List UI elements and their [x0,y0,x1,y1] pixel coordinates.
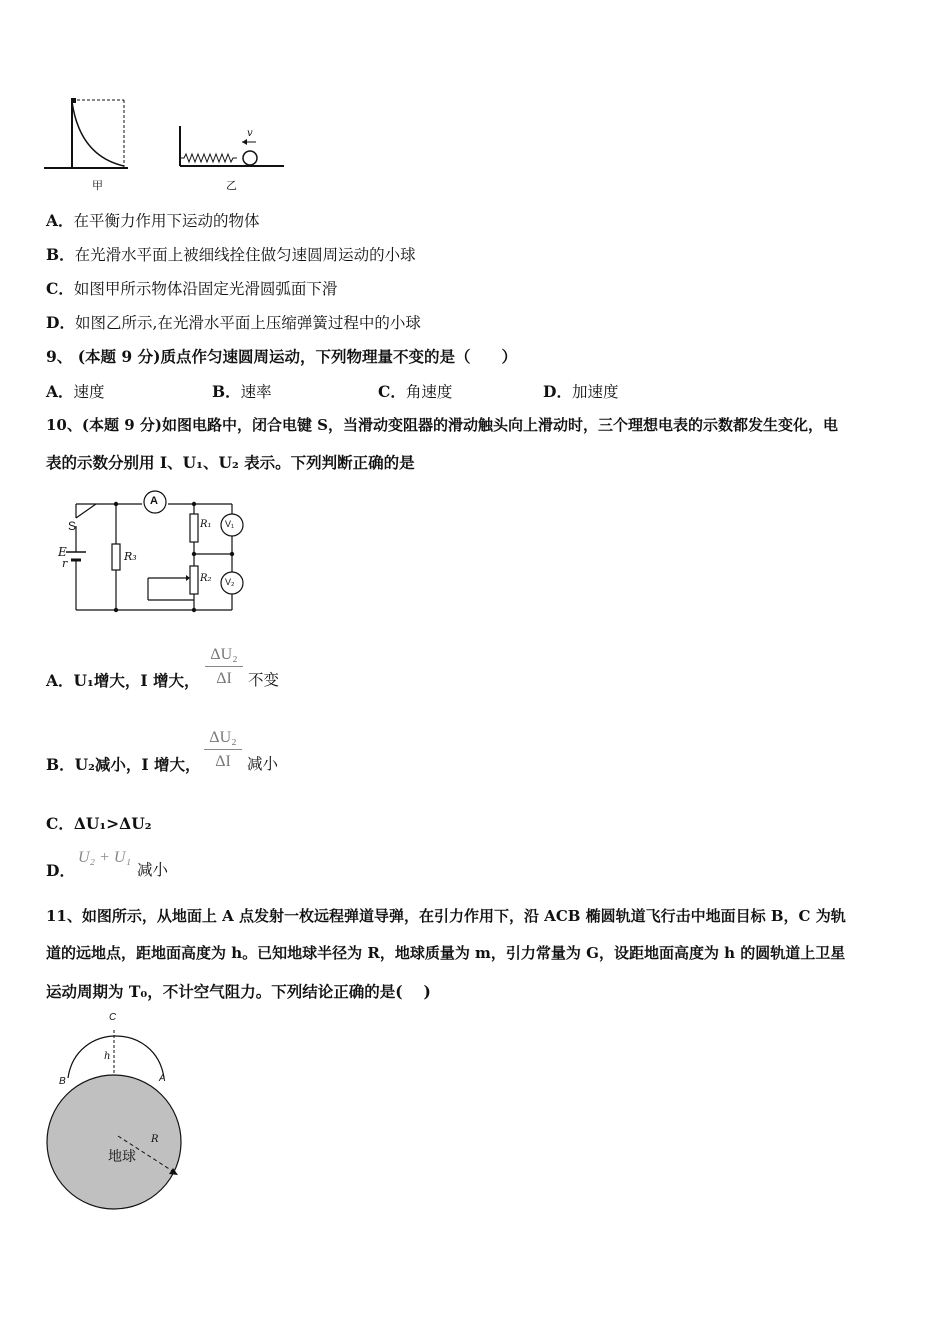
point-a-label: A [159,1073,166,1084]
point-c-label: C [109,1012,117,1023]
q11-line3: 运动周期为 T₀，不计空气阻力。下列结论正确的是( ) [46,982,431,1001]
point-b-label: B [59,1076,66,1087]
switch-label: S [68,519,77,533]
q10-option-d-tail: 减小 [137,861,169,879]
q8-option-a: A．在平衡力作用下运动的物体 [46,211,260,230]
r3-label: R₃ [124,550,137,563]
q10-option-c: C．ΔU₁>ΔU₂ [46,814,152,833]
q9-option-c: C．角速度 [378,382,453,401]
q10-option-b: B．U₂减小，I 增大， [46,755,201,774]
q9-option-d: D．加速度 [543,382,619,401]
v1-label: V₁ [225,519,235,529]
q9-option-a: A．速度 [46,382,105,401]
ammeter-label: A [150,495,158,507]
q10-option-d-expression: U₂ + U₁ [78,849,132,866]
emf-label: E [58,545,67,559]
r1-label: R₁ [200,519,212,530]
circuit-diagram [52,490,252,614]
q9-stem: 9、 (本题 9 分)质点作匀速圆周运动，下列物理量不变的是（ ） [46,347,517,366]
q8-option-b: B．在光滑水平面上被细线拴住做匀速圆周运动的小球 [46,245,416,264]
q10-option-a-fraction: ΔU₂ ΔI [205,646,243,688]
figure-jia-label: 甲 [92,179,103,192]
figure-yi-label: 乙 [226,179,237,192]
q11-line1: 11、如图所示，从地面上 A 点发射一枚远程弹道导弹，在引力作用下，沿 ACB 椭圆轨道飞行击中地面目标 B，C 为轨 [46,907,846,925]
q10-option-b-fraction: ΔU₂ ΔI [204,729,242,771]
q10-stem-line2: 表的示数分别用 I、U₁、U₂ 表示。下列判断正确的是 [46,453,415,472]
q8-option-d: D．如图乙所示,在光滑水平面上压缩弹簧过程中的小球 [46,313,421,332]
r2-label: R₂ [200,573,212,584]
q8-option-c: C．如图甲所示物体沿固定光滑圆弧面下滑 [46,279,338,298]
figure-yi [176,122,288,172]
q10-option-a-tail: 不变 [248,671,280,689]
earth-label: 地球 [108,1149,136,1165]
q10-stem-line1: 10、(本题 9 分)如图电路中，闭合电键 S，当滑动变阻器的滑动触头向上滑动时，三个理想电表的示数都发生变化，电 [46,416,839,434]
q10-option-d-letter: D． [46,861,75,880]
v2-label: V₂ [225,577,235,587]
q11-line2: 道的远地点，距地面高度为 h。已知地球半径为 R，地球质量为 m，引力常量为 G，设距地面高度为 h 的圆轨道上卫星 [46,944,846,962]
q9-option-b: B．速率 [212,382,272,401]
q10-option-b-tail: 减小 [247,755,279,773]
velocity-label: v [247,128,253,139]
radius-r-label: R [151,1134,159,1145]
q10-option-a: A．U₁增大，I 增大， [46,671,200,690]
internal-resistance-label: r [62,557,68,570]
figure-jia [44,96,134,192]
height-h-label: h [104,1051,111,1062]
earth-orbit-figure [46,1012,186,1214]
